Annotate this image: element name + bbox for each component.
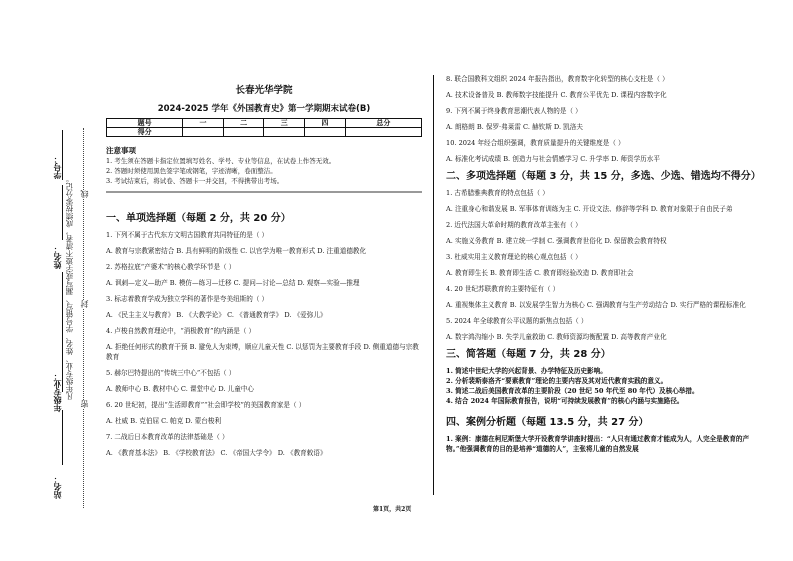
score-table — [106, 118, 422, 137]
section-heading: 一、单项选择题（每题 2 分，共 20 分） — [106, 213, 291, 224]
major-label: 年级专业： — [53, 372, 62, 412]
question-text: A. 注重身心和谐发展 B. 军事体育训练为主 C. 开设文法、修辞等学科 D. 教育对象限于自由民子弟 — [446, 205, 733, 213]
question-text: A. 《民主主义与教育》 B. 《大教学论》 C. 《普通教育学》 D. 《爱弥儿》 — [106, 311, 327, 319]
question-text: A. 数字鸿沟缩小 B. 失学儿童救助 C. 教师资源均衡配置 D. 高等教育产业化 — [446, 333, 667, 341]
question-text: 5. 2024 年全球教育公平议题的新焦点包括（ ） — [446, 317, 588, 325]
question-text: A. 拒绝任何形式的教育干预 B. 避免人为束缚，顺应儿童天性 C. 以惩罚为主要教育手段 D. 侧重道德与宗教教育 — [106, 343, 419, 361]
question-text: 10. 2024 年经合组织强调，教育质量提升的关键维度是（ ） — [446, 139, 625, 147]
score-cell — [305, 128, 346, 137]
binding-margin — [0, 0, 100, 561]
column-divider — [433, 75, 434, 495]
divider — [106, 191, 422, 193]
score-cell — [183, 128, 224, 137]
section-heading: 二、多项选择题（每题 3 分，共 15 分，多选、少选、错选均不得分） — [446, 171, 761, 182]
score-cell: 得分 — [107, 128, 183, 137]
name-label: 姓名： — [53, 245, 62, 269]
question-text: A. 重视集体主义教育 B. 以发展学生智力为核心 C. 强调教育与生产劳动结合 D. 实行严格的课程标准化 — [446, 301, 746, 309]
section-1 — [106, 206, 422, 464]
question-text: 6. 20 世纪初，提出“生活即教育”“社会即学校”的美国教育家是（ ） — [106, 401, 306, 409]
question-text: A. 实施义务教育 B. 建立统一学制 C. 强调教育世俗化 D. 保留教会教育特权 — [446, 237, 667, 245]
question-text: 2. 苏格拉底“产婆术”的核心教学环节是（ ） — [106, 263, 236, 271]
note-item: 1. 考生须在答题卡指定位置填写姓名、学号、专业等信息，在试卷上作答无效。 — [106, 157, 336, 165]
question-text: 4. 卢梭自然教育理论中，“消极教育”的内涵是（ ） — [106, 327, 256, 335]
question-item: 1. 简述中世纪大学的兴起背景、办学特征及历史影响。 — [446, 367, 607, 375]
school-name: 长春光华学院 — [235, 85, 293, 96]
score-cell — [223, 128, 264, 137]
score-header-cell: 四 — [305, 119, 346, 128]
question-text: 3. 杜威实用主义教育理论的核心观点包括（ ） — [446, 253, 582, 261]
exam-title: 2024-2025 学年《外国教育史》第一学期期末试卷(B) — [157, 104, 371, 114]
question-text: A. 《教育基本法》 B. 《学校教育法》 C. 《帝国大学令》 D. 《教育敕语》 — [106, 449, 327, 457]
score-cell — [264, 128, 305, 137]
seal-word: 密 — [80, 400, 89, 408]
student-id-label: 学号： — [53, 155, 62, 179]
question-text: A. 教育即生长 B. 教育即生活 C. 教育即经验改造 D. 教育即社会 — [446, 269, 634, 277]
question-text: A. 标准化考试成绩 B. 创造力与社会情感学习 C. 升学率 D. 师资学历水平 — [446, 155, 660, 163]
exam-site-label: 站名： — [53, 475, 62, 499]
score-header-cell: 一 — [183, 119, 224, 128]
question-item: 4. 结合 2024 年国际教育报告，说明“可持续发展教育”的核心内涵与实施路径。 — [446, 397, 684, 405]
question-text: A. 杜威 B. 克伯屈 C. 帕克 D. 蒙台梭利 — [106, 417, 222, 425]
question-text: 7. 二战后日本教育改革的法律基础是（ ） — [106, 433, 229, 441]
question-text: 3. 标志着教育学成为独立学科的著作是夸美纽斯的（ ） — [106, 295, 269, 303]
seal-word: 封 — [80, 300, 89, 308]
score-header-cell: 三 — [264, 119, 305, 128]
score-header-cell: 题号 — [107, 119, 183, 128]
seal-word: 线 — [80, 190, 89, 198]
score-cell — [345, 128, 421, 137]
question-text: A. 教师中心 B. 教材中心 C. 课堂中心 D. 儿童中心 — [106, 385, 255, 393]
exam-notes — [106, 146, 335, 186]
question-item: 1. 案例：康德在柯尼斯堡大学开设教育学讲座时提出：“人只有通过教育才能成为人，人完全是教育的产物。”他强调教育的目的是培养“道德的人”，主张将儿童的自然发展 — [446, 435, 750, 453]
question-text: 8. 联合国教科文组织 2024 年报告指出，教育数字化转型的核心支柱是（ ） — [446, 75, 669, 83]
notes-heading: 注意事项 — [106, 146, 136, 155]
question-text: A. 讽刺—定义—助产 B. 模仿—练习—迁移 C. 提问—讨论—总结 D. 观察—实验—推理 — [106, 279, 360, 287]
question-text: A. 技术设备普及 B. 教师数字技能提升 C. 教育公平优先 D. 课程内容数字化 — [446, 91, 667, 99]
binding-notice: 凡年级专业、姓名、学号错写、漏写或字迹不清者，成绩按零分记。 — [65, 175, 74, 400]
question-text: 1. 下列不属于古代东方文明古国教育共同特征的是（ ） — [106, 231, 269, 239]
question-item: 3. 简述二战后美国教育改革的主要阶段（20 世纪 50 年代至 80 年代）及核心举措。 — [446, 387, 699, 395]
question-text: 5. 赫尔巴特提出的“传统三中心”不包括（ ） — [106, 369, 236, 377]
sections-2-4 — [446, 74, 764, 454]
question-text: 2. 近代法国大革命时期的教育改革主张有（ ） — [446, 221, 582, 229]
question-text: 1. 古希腊雅典教育的特点包括（ ） — [446, 189, 549, 197]
question-text: A. 教育与宗教紧密结合 B. 具有鲜明的阶级性 C. 以官学为唯一教育形式 D. 注重道德教化 — [106, 247, 367, 255]
page-number: 第1页，共2页 — [373, 506, 412, 513]
score-header-cell: 二 — [223, 119, 264, 128]
note-item: 2. 答题时须使用黑色签字笔或钢笔，字迹清晰，卷面整洁。 — [106, 167, 277, 175]
section-heading: 四、案例分析题（每题 13.5 分，共 27 分） — [446, 417, 649, 428]
question-text: 9. 下列不属于终身教育思潮代表人物的是（ ） — [446, 107, 582, 115]
question-text: A. 朗格朗 B. 保罗·弗莱雷 C. 赫钦斯 D. 凯洛夫 — [446, 123, 583, 131]
question-text: 4. 20 世纪苏联教育的主要特征有（ ） — [446, 285, 560, 293]
note-item: 3. 考试结束后，将试卷、答题卡一并交回，不得携带出考场。 — [106, 177, 284, 185]
section-heading: 三、简答题（每题 7 分，共 28 分） — [446, 349, 611, 360]
question-item: 2. 分析裴斯泰洛齐“要素教育”理论的主要内容及其对近代教育实践的意义。 — [446, 377, 668, 385]
seal-line — [83, 128, 84, 508]
score-header-cell: 总分 — [345, 119, 421, 128]
